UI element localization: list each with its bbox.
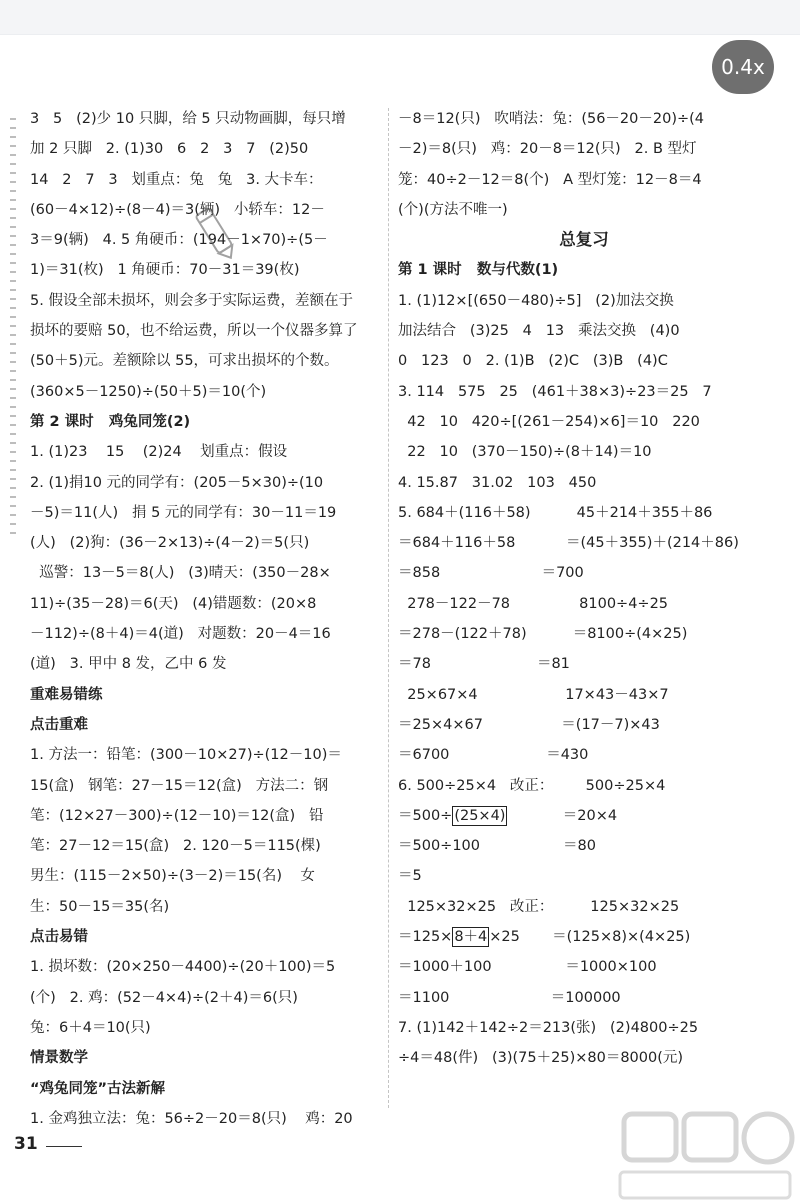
answer-line: 1)＝31(枚) 1 角硬币：70－31＝39(枚): [30, 262, 300, 279]
boxed-expression: (25×4): [454, 807, 506, 824]
answer-line: 1. (1)12×[(650－480)÷5] (2)加法交换: [398, 292, 674, 309]
answer-line: 6. 500÷25×4 改正： 500÷25×4: [398, 777, 666, 794]
answer-line: ＝25×4×67 ＝(17－7)×43: [398, 716, 660, 733]
answer-line: 加 2 只脚 2. (1)30 6 2 3 7 (2)50: [30, 141, 309, 158]
answer-line: (360×5－1250)÷(50＋5)＝10(个): [30, 383, 267, 400]
answer-line-part: ×25 ＝(125×8)×(4×25): [489, 929, 691, 946]
viewer-top-bar: [0, 0, 800, 35]
answer-line: 生：50－15＝35(名): [30, 898, 170, 915]
zoom-level-badge[interactable]: 0.4x: [712, 40, 774, 94]
boxed-expression: 8＋4: [454, 929, 488, 946]
answer-line: 22 10 (370－150)÷(8＋14)＝10: [398, 444, 652, 461]
answer-line: ＝78 ＝81: [398, 656, 570, 673]
answer-line: 25×67×4 17×43－43×7: [398, 686, 669, 703]
answer-line: 15(盒) 钢笔：27－15＝12(盒) 方法二：钢: [30, 777, 329, 794]
answer-line: 2. (1)捐10 元的同学有：(205－5×30)÷(10: [30, 474, 324, 491]
page-number-rule: [46, 1146, 82, 1147]
answer-line: [398, 801, 770, 831]
answer-line: 5. 684＋(116＋58) 45＋214＋355＋86: [398, 504, 713, 521]
answer-line: 损坏的要赔 50，也不给运费，所以一个仪器多算了: [30, 323, 358, 340]
answer-line: ＝278－(122＋78) ＝8100÷(4×25): [398, 626, 688, 643]
answer-line: 笼：40÷2－12＝8(个) A 型灯笼：12－8＝4: [398, 171, 702, 188]
answer-line: (道) 3. 甲中 8 发，乙中 6 发: [30, 656, 227, 673]
answer-line: 11)÷(35－28)＝6(天) (4)错题数：(20×8: [30, 595, 317, 612]
answer-line: ＝6700 ＝430: [398, 747, 589, 764]
answer-line: 1. 损坏数：(20×250－4400)÷(20＋100)＝5: [30, 959, 336, 976]
column-divider: [388, 108, 389, 1108]
section-heading: 重难易错练: [30, 686, 103, 703]
answer-line: 42 10 420÷[(261－254)×6]＝10 220: [398, 413, 700, 430]
answer-line: 125×32×25 改正： 125×32×25: [398, 898, 680, 915]
answer-line: 笔：27－12＝15(盒) 2. 120－5＝115(棵): [30, 838, 321, 855]
answer-line: ＝1000＋100 ＝1000×100: [398, 959, 657, 976]
answer-line: －112)÷(8＋4)＝4(道) 对题数：20－4＝16: [30, 626, 331, 643]
answer-line: ＝500÷100 ＝80: [398, 838, 596, 855]
answer-line: 笔：(12×27－300)÷(12－10)＝12(盒) 铅: [30, 807, 324, 824]
section-heading: 点击重难: [30, 716, 88, 733]
answer-line-part: ＝500÷: [398, 807, 453, 824]
answer-line: 3 5 (2)少 10 只脚，给 5 只动物画脚，每只增: [30, 111, 346, 127]
section-heading: 总复习: [559, 230, 609, 250]
answer-line: ＝684＋116＋58 ＝(45＋355)＋(214＋86): [398, 535, 739, 552]
answer-line: ＝858 ＝700: [398, 565, 584, 582]
answer-line: 14 2 7 3 划重点：兔 兔 3. 大卡车：: [30, 171, 323, 188]
answer-line: 1. 方法一：铅笔：(300－10×27)÷(12－10)＝: [30, 747, 342, 764]
answer-line: 5. 假设全部未损坏，则会多于实际运费，差额在于: [30, 292, 353, 309]
answer-line: (60－4×12)÷(8－4)＝3(辆) 小轿车：12－: [30, 201, 325, 218]
answer-line: ＝1100 ＝100000: [398, 989, 621, 1006]
answer-line: 1. 金鸡独立法：兔：56÷2－20＝8(只) 鸡：20: [30, 1110, 353, 1127]
answer-line: [398, 922, 770, 952]
answer-line: 0 123 0 2. (1)B (2)C (3)B (4)C: [398, 353, 668, 370]
section-heading: 第 2 课时 鸡兔同笼(2): [30, 413, 191, 430]
answer-line: 兔：6＋4＝10(只): [30, 1019, 151, 1036]
answer-site-watermark-logo: [610, 1108, 798, 1204]
section-heading: “鸡兔同笼”古法新解: [30, 1080, 166, 1097]
answer-line: (人) (2)狗：(36－2×13)÷(4－2)＝5(只): [30, 535, 310, 552]
answer-line: 3＝9(辆) 4. 5 角硬币：(194－1×70)÷(5－: [30, 232, 328, 249]
answer-line: 4. 15.87 31.02 103 450: [398, 474, 597, 491]
answer-line: 7. (1)142＋142÷2＝213(张) (2)4800÷25: [398, 1019, 699, 1036]
answer-line: 278－122－78 8100÷4÷25: [398, 595, 669, 612]
answer-line: ÷4＝48(件) (3)(75＋25)×80＝8000(元): [398, 1050, 684, 1067]
answer-line: 3. 114 575 25 (461＋38×3)÷23＝25 7: [398, 383, 712, 400]
answer-line-part: ＝125×: [398, 929, 453, 946]
answer-line: (个) 2. 鸡：(52－4×4)÷(2＋4)＝6(只): [30, 989, 298, 1006]
page-number: 31: [14, 1134, 38, 1154]
section-heading: 第 1 课时 数与代数(1): [398, 262, 559, 279]
right-answer-column: [398, 104, 770, 1074]
answer-line: －2)＝8(只) 鸡：20－8＝12(只) 2. B 型灯: [398, 141, 697, 158]
answer-line: ＝5: [398, 868, 422, 885]
section-heading: 情景数学: [30, 1050, 88, 1067]
answer-line: 巡警：13－5＝8(人) (3)晴天：(350－28×: [30, 565, 331, 582]
answer-line: 加法结合 (3)25 4 13 乘法交换 (4)0: [398, 323, 680, 340]
answer-line: 男生：(115－2×50)÷(3－2)＝15(名) 女: [30, 868, 315, 885]
answer-line-part: ＝20×4: [507, 807, 618, 824]
binding-edge-marks: [10, 118, 16, 538]
answer-line: 1. (1)23 15 (2)24 划重点：假设: [30, 444, 288, 461]
answer-line: (个)(方法不唯一): [398, 201, 508, 218]
answer-line: －5)＝11(人) 捐 5 元的同学有：30－11＝19: [30, 504, 337, 521]
answer-line: (50＋5)元。差额除以 55，可求出损坏的个数。: [30, 353, 339, 370]
answer-line: －8＝12(只) 吹哨法：兔：(56－20－20)÷(4: [398, 111, 705, 127]
section-heading: 点击易错: [30, 929, 88, 946]
